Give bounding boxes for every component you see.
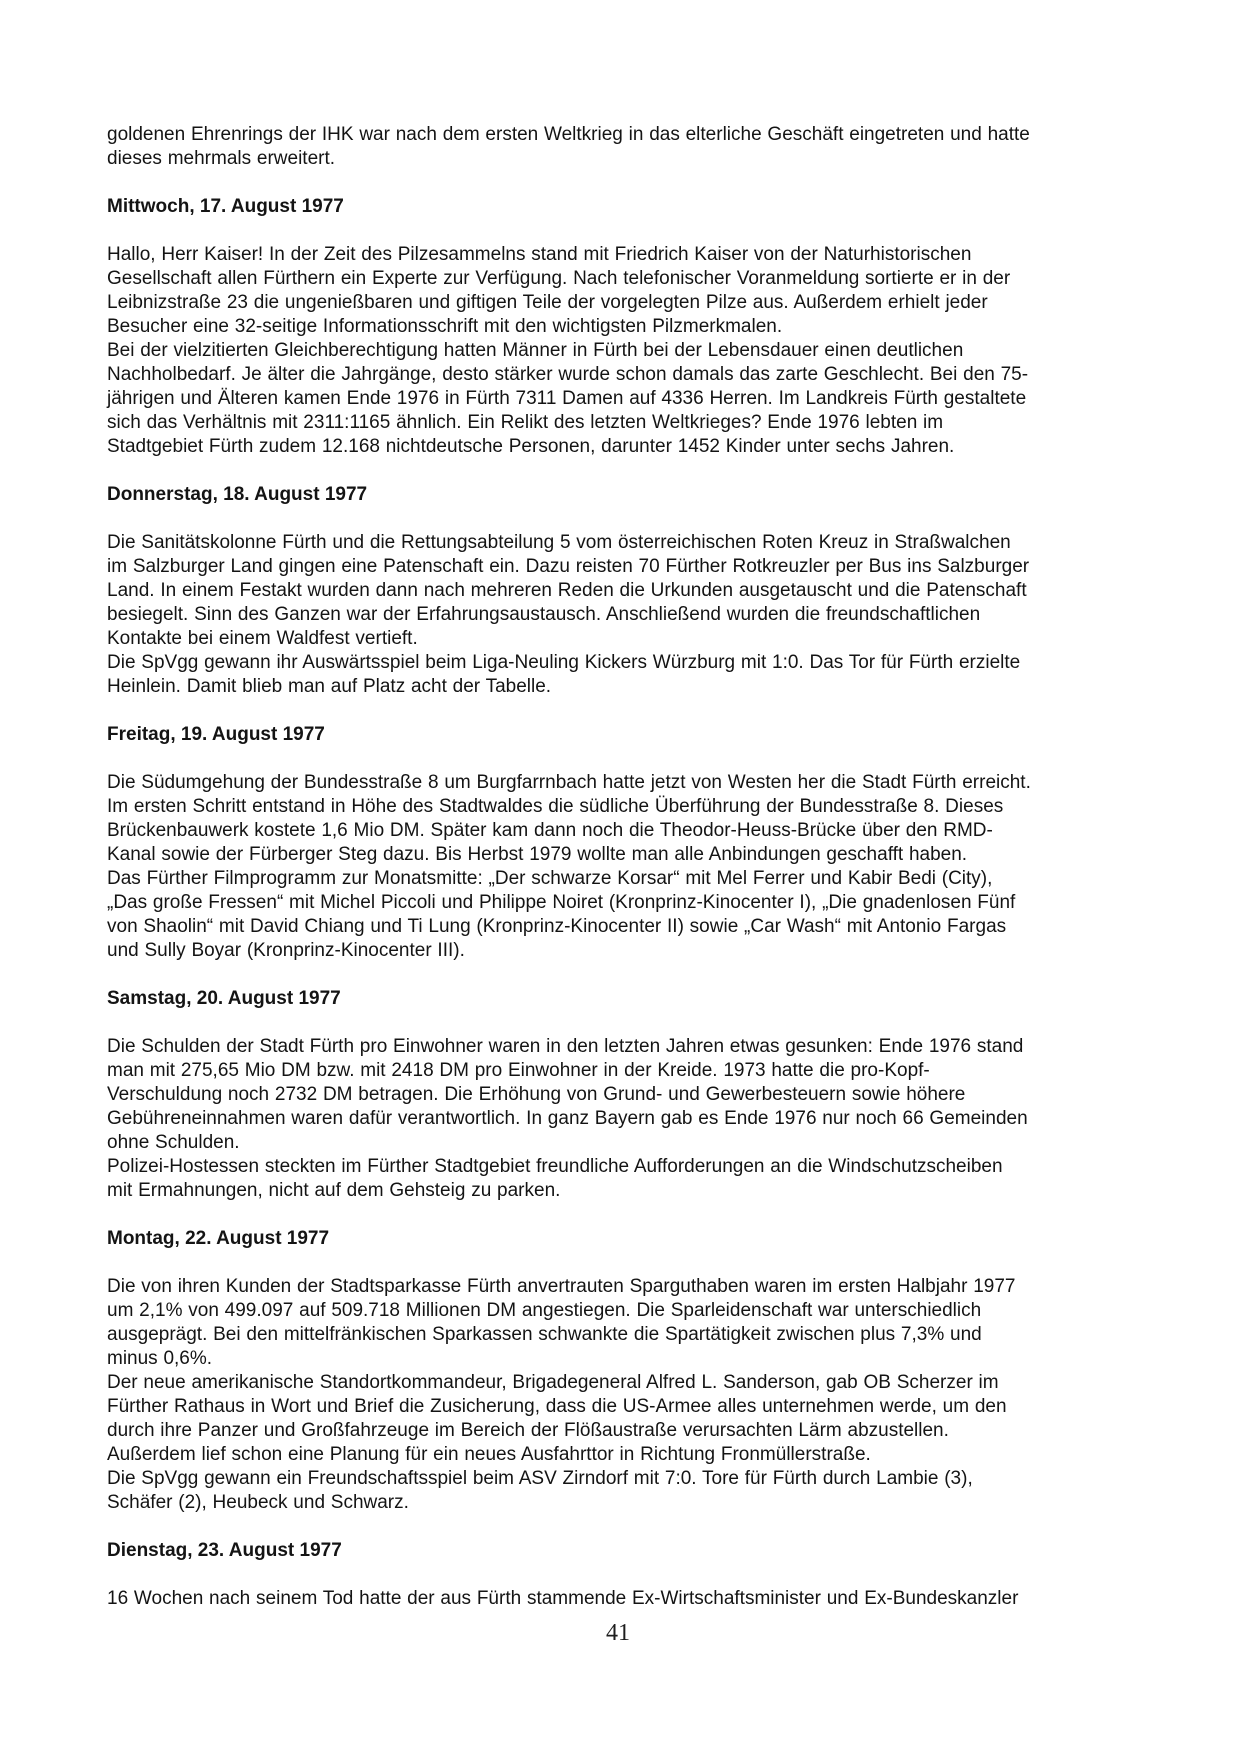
text-line: ohne Schulden.	[107, 1132, 240, 1153]
paragraph	[107, 1587, 1152, 1611]
text-line: jährigen und Älteren kamen Ende 1976 in Fürth 7311 Damen auf 4336 Herren. Im Landkreis Fürth gestaltete	[107, 388, 1027, 409]
text-line: besiegelt. Sinn des Ganzen war der Erfahrungsaustausch. Anschließend wurden die freundschaftlichen	[107, 604, 981, 625]
text-line: Verschuldung noch 2732 DM betragen. Die Erhöhung von Grund- und Gewerbesteuern sowie höhere	[107, 1084, 966, 1105]
paragraph	[107, 1035, 1152, 1203]
date-heading: Freitag, 19. August 1977	[107, 724, 325, 745]
text-line: Hallo, Herr Kaiser! In der Zeit des Pilzesammelns stand mit Friedrich Kaiser von der Naturhistorischen	[107, 244, 972, 265]
text-line: goldenen Ehrenrings der IHK war nach dem ersten Weltkrieg in das elterliche Geschäft eingetreten und hatte	[107, 124, 1030, 145]
text-line: Stadtgebiet Fürth zudem 12.168 nichtdeutsche Personen, darunter 1452 Kinder unter sechs Jahren.	[107, 436, 955, 457]
text-line: Bei der vielzitierten Gleichberechtigung hatten Männer in Fürth bei der Lebensdauer einen deutlichen	[107, 340, 964, 361]
text-line: Leibnizstraße 23 die ungenießbaren und giftigen Teile der vorgelegten Pilze aus. Außerdem erhielt jeder	[107, 292, 988, 313]
text-line: 16 Wochen nach seinem Tod hatte der aus Fürth stammende Ex-Wirtschaftsminister und Ex-Bundeskanzler	[107, 1588, 1019, 1609]
text-line: man mit 275,65 Mio DM bzw. mit 2418 DM pro Einwohner in der Kreide. 1973 hatte die pro-Kopf-	[107, 1060, 930, 1081]
text-line: um 2,1% von 499.097 auf 509.718 Millionen DM angestiegen. Die Sparleidenschaft war unterschiedlich	[107, 1300, 982, 1321]
text-line: Die Sanitätskolonne Fürth und die Rettungsabteilung 5 vom österreichischen Roten Kreuz in Straßwalchen	[107, 532, 1011, 553]
text-line: Heinlein. Damit blieb man auf Platz acht der Tabelle.	[107, 676, 552, 697]
text-line: ausgeprägt. Bei den mittelfränkischen Sparkassen schwankte die Spartätigkeit zwischen plus 7,3% und	[107, 1324, 982, 1345]
text-line: durch ihre Panzer und Großfahrzeuge im Bereich der Flößaustraße verursachten Lärm abzustellen.	[107, 1420, 949, 1441]
text-line: Fürther Rathaus in Wort und Brief die Zusicherung, dass die US-Armee alles unternehmen werde, um den	[107, 1396, 1007, 1417]
date-heading: Dienstag, 23. August 1977	[107, 1540, 342, 1561]
text-line: Außerdem lief schon eine Planung für ein neues Ausfahrttor in Richtung Fronmüllerstraße.	[107, 1444, 871, 1465]
text-line: Gesellschaft allen Fürthern ein Experte zur Verfügung. Nach telefonischer Voranmeldung sortierte er in der	[107, 268, 1011, 289]
text-line: Die SpVgg gewann ihr Auswärtsspiel beim Liga-Neuling Kickers Würzburg mit 1:0. Das Tor für Fürth erzielte	[107, 652, 1021, 673]
text-line: und Sully Boyar (Kronprinz-Kinocenter III).	[107, 940, 465, 961]
text-line: Brückenbauwerk kostete 1,6 Mio DM. Später kam dann noch die Theodor-Heuss-Brücke über den RMD-	[107, 820, 993, 841]
text-line: minus 0,6%.	[107, 1348, 213, 1369]
text-line: Im ersten Schritt entstand in Höhe des Stadtwaldes die südliche Überführung der Bundesstraße 8. Dieses	[107, 796, 1004, 817]
text-line: Kanal sowie der Fürberger Steg dazu. Bis Herbst 1979 wollte man alle Anbindungen geschafft haben.	[107, 844, 968, 865]
date-heading: Donnerstag, 18. August 1977	[107, 484, 368, 505]
paragraph	[107, 243, 1152, 459]
paragraph	[107, 771, 1152, 963]
paragraph	[107, 1275, 1152, 1515]
text-line: Das Fürther Filmprogramm zur Monatsmitte: „Der schwarze Korsar“ mit Mel Ferrer und Kabir Bedi (City),	[107, 868, 993, 889]
text-line: Die SpVgg gewann ein Freundschaftsspiel beim ASV Zirndorf mit 7:0. Tore für Fürth durch Lambie (3),	[107, 1468, 973, 1489]
text-line: Gebühreneinnahmen waren dafür verantwortlich. In ganz Bayern gab es Ende 1976 nur noch 66 Gemeinden	[107, 1108, 1028, 1129]
text-line: Kontakte bei einem Waldfest vertieft.	[107, 628, 418, 649]
text-line: Schäfer (2), Heubeck und Schwarz.	[107, 1492, 409, 1513]
document-body	[107, 123, 1152, 1611]
text-line: Die Schulden der Stadt Fürth pro Einwohner waren in den letzten Jahren etwas gesunken: Ende 1976 stand	[107, 1036, 1024, 1057]
date-heading: Samstag, 20. August 1977	[107, 988, 341, 1009]
text-line: von Shaolin“ mit David Chiang und Ti Lung (Kronprinz-Kinocenter II) sowie „Car Wash“ mit Antonio Fargas	[107, 916, 1007, 937]
text-line: Besucher eine 32-seitige Informationsschrift mit den wichtigsten Pilzmerkmalen.	[107, 316, 783, 337]
text-line: dieses mehrmals erweitert.	[107, 148, 336, 169]
text-line: Die Südumgehung der Bundesstraße 8 um Burgfarrnbach hatte jetzt von Westen her die Stadt Fürth erreicht.	[107, 772, 1031, 793]
date-heading: Mittwoch, 17. August 1977	[107, 196, 344, 217]
text-line: mit Ermahnungen, nicht auf dem Gehsteig zu parken.	[107, 1180, 561, 1201]
text-line: Die von ihren Kunden der Stadtsparkasse Fürth anvertrauten Sparguthaben waren im ersten Halbjahr 1977	[107, 1276, 1016, 1297]
paragraph	[107, 123, 1152, 171]
text-line: im Salzburger Land gingen eine Patenschaft ein. Dazu reisten 70 Fürther Rotkreuzler per Bus ins Salzburger	[107, 556, 1030, 577]
text-line: Land. In einem Festakt wurden dann nach mehreren Reden die Urkunden ausgetauscht und die Patenschaft	[107, 580, 1027, 601]
text-line: Polizei-Hostessen steckten im Fürther Stadtgebiet freundliche Aufforderungen an die Windschutzscheiben	[107, 1156, 1003, 1177]
page-number: 41	[606, 1620, 630, 1646]
text-line: „Das große Fressen“ mit Michel Piccoli und Philippe Noiret (Kronprinz-Kinocenter I), „Die gnadenlosen Fünf	[107, 892, 1016, 913]
paragraph	[107, 531, 1152, 699]
text-line: Nachholbedarf. Je älter die Jahrgänge, desto stärker wurde schon damals das zarte Geschlecht. Bei den 75-	[107, 364, 1029, 385]
text-line: Der neue amerikanische Standortkommandeur, Brigadegeneral Alfred L. Sanderson, gab OB Scherzer im	[107, 1372, 999, 1393]
text-line: sich das Verhältnis mit 2311:1165 ähnlich. Ein Relikt des letzten Weltkrieges? Ende 1976 lebten im	[107, 412, 944, 433]
date-heading: Montag, 22. August 1977	[107, 1228, 330, 1249]
